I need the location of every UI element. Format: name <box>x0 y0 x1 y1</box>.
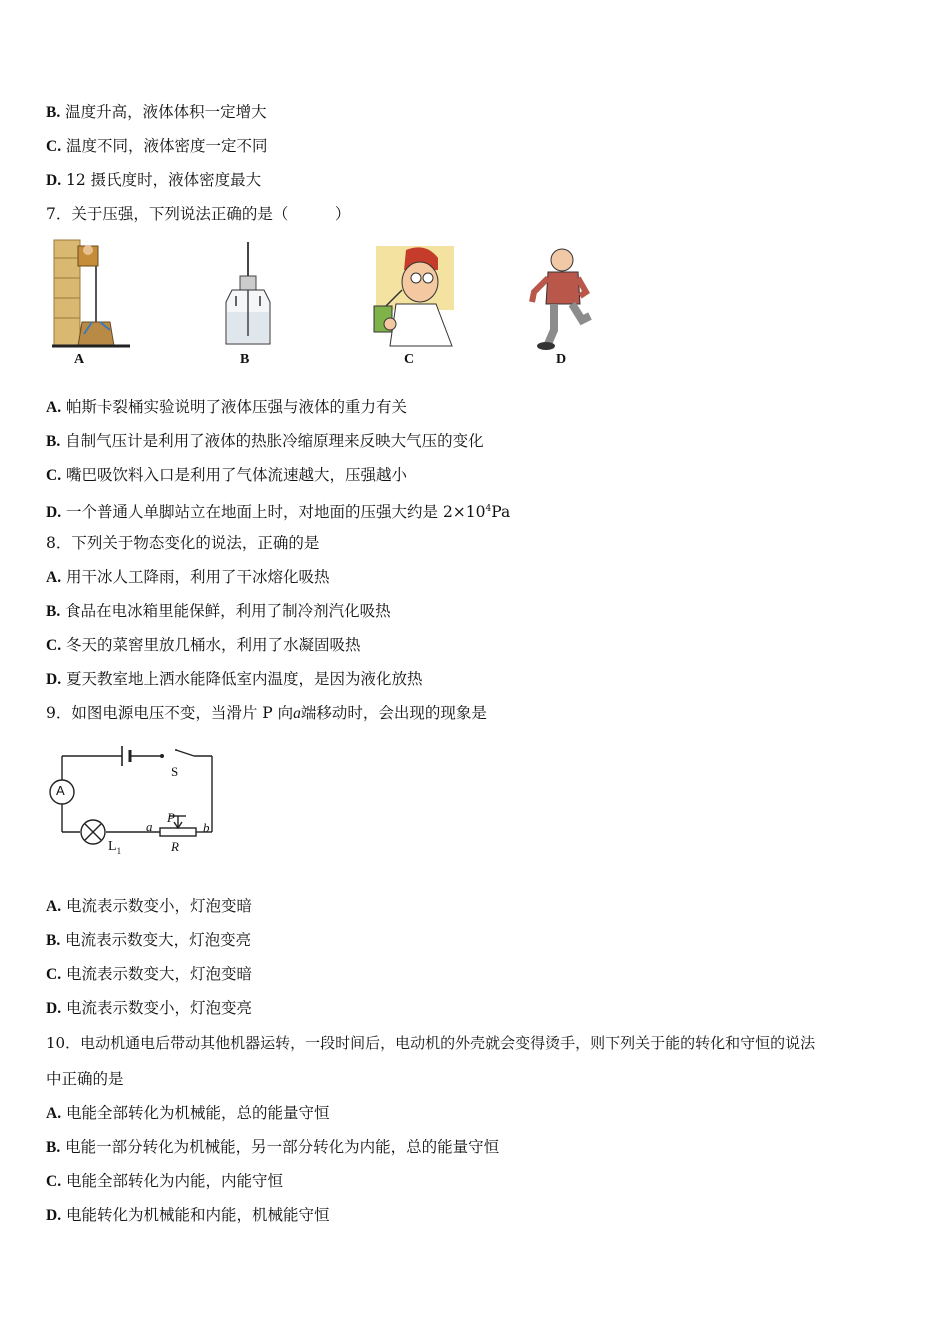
option-text: 食品在电冰箱里能保鲜，利用了制冷剂汽化吸热 <box>65 602 391 620</box>
option-letter: B. <box>46 104 61 121</box>
option-text: 温度升高，液体体积一定增大 <box>65 103 267 121</box>
barometer-bottle-illustration <box>218 240 278 350</box>
stem-text: 9．如图电源电压不变，当滑片 P 向 <box>46 704 294 722</box>
q9-stem <box>46 702 487 725</box>
option-text: 温度不同，液体密度一定不同 <box>66 137 268 155</box>
figure-label-c: C <box>404 352 415 367</box>
circuit-diagram <box>44 738 224 862</box>
option-text-unit: Pa <box>491 503 511 522</box>
q8-option-c <box>46 634 361 657</box>
option-text: 用干冰人工降雨，利用了干冰熔化吸热 <box>66 568 330 586</box>
q9-option-c <box>46 963 252 986</box>
lamp-letter: L <box>108 839 117 854</box>
q10-option-d <box>46 1204 330 1227</box>
q6-option-c <box>46 135 268 158</box>
lamp-label <box>108 839 121 856</box>
one-foot-standing-illustration <box>524 246 596 350</box>
q9-option-b <box>46 929 251 952</box>
q6-option-d <box>46 169 261 192</box>
figure-label-d: D <box>556 352 567 367</box>
option-letter: D. <box>46 1000 62 1017</box>
option-text: 帕斯卡裂桶实验说明了液体压强与液体的重力有关 <box>66 398 408 416</box>
switch-label: S <box>171 764 179 779</box>
option-text: 12 摄氏度时，液体密度最大 <box>66 171 262 189</box>
q10-option-a <box>46 1102 330 1125</box>
q7-option-a <box>46 396 407 419</box>
terminal-a-label: a <box>146 819 153 834</box>
option-letter: C. <box>46 1173 62 1190</box>
q8-option-d <box>46 668 423 691</box>
option-letter: A. <box>46 1105 62 1122</box>
option-letter: B. <box>46 433 61 450</box>
option-text: 自制气压计是利用了液体的热胀冷缩原理来反映大气压的变化 <box>65 432 484 450</box>
q8-option-b <box>46 600 391 623</box>
figure-label-b: B <box>240 352 250 367</box>
q10-stem-line2: 中正确的是 <box>46 1070 124 1088</box>
option-letter: B. <box>46 603 61 620</box>
option-text: 夏天教室地上洒水能降低室内温度，是因为液化放热 <box>66 670 423 688</box>
figure-label-a: A <box>74 352 85 367</box>
q7-stem: 7．关于压强，下列说法正确的是（ ） <box>46 205 351 223</box>
option-letter: C. <box>46 966 62 983</box>
stem-text-rest: 端移动时，会出现的现象是 <box>300 704 487 722</box>
option-text: 电能一部分转化为机械能，另一部分转化为内能，总的能量守恒 <box>65 1138 500 1156</box>
q7-option-b <box>46 430 484 453</box>
q9-option-a <box>46 895 252 918</box>
option-text: 嘴巴吸饮料入口是利用了气体流速越大，压强越小 <box>66 466 408 484</box>
option-text: 电能转化为机械能和内能，机械能守恒 <box>66 1206 330 1224</box>
option-letter: D. <box>46 1207 62 1224</box>
ammeter-label: A <box>56 783 65 798</box>
option-letter: B. <box>46 1139 61 1156</box>
option-text: 电能全部转化为内能，内能守恒 <box>66 1172 284 1190</box>
option-letter: D. <box>46 504 62 522</box>
slider-p-label: P <box>167 810 175 825</box>
option-letter: C. <box>46 138 62 155</box>
option-letter: B. <box>46 932 61 949</box>
option-text: 电流表示数变大，灯泡变亮 <box>65 931 252 949</box>
option-letter: D. <box>46 172 62 189</box>
option-text: 电流表示数变大，灯泡变暗 <box>66 965 253 983</box>
option-letter: C. <box>46 637 62 654</box>
option-letter: D. <box>46 671 62 688</box>
q10-option-b <box>46 1136 499 1159</box>
straw-drinking-illustration <box>366 244 458 348</box>
q10-stem-line1: 10．电动机通电后带动其他机器运转，一段时间后，电动机的外壳就会变得烫手，则下列关于能的转化和守恒的说法 <box>46 1034 816 1052</box>
option-text: 冬天的菜窖里放几桶水，利用了水凝固吸热 <box>66 636 361 654</box>
option-text-pre: 一个普通人单脚站立在地面上时，对地面的压强大约是 2×10 <box>66 503 486 522</box>
option-letter: C. <box>46 467 62 484</box>
q8-option-a <box>46 566 330 589</box>
option-letter: A. <box>46 898 62 915</box>
lamp-subscript: 1 <box>116 845 122 856</box>
q7-option-c <box>46 464 407 487</box>
q6-option-b <box>46 101 267 124</box>
option-text: 电能全部转化为机械能，总的能量守恒 <box>66 1104 330 1122</box>
q7-option-d <box>46 498 510 524</box>
q9-option-d <box>46 997 252 1020</box>
pascal-barrel-illustration <box>52 238 132 350</box>
option-text: 电流表示数变小，灯泡变暗 <box>66 897 253 915</box>
q8-stem: 8．下列关于物态变化的说法，正确的是 <box>46 534 320 552</box>
option-letter: A. <box>46 569 62 586</box>
option-letter: A. <box>46 399 62 416</box>
terminal-b-label: b <box>203 820 210 835</box>
stem-variable: a <box>293 705 301 722</box>
rheostat-r-label: R <box>171 839 179 854</box>
exponent: 4 <box>485 504 492 514</box>
option-text: 电流表示数变小，灯泡变亮 <box>66 999 253 1017</box>
q10-option-c <box>46 1170 283 1193</box>
